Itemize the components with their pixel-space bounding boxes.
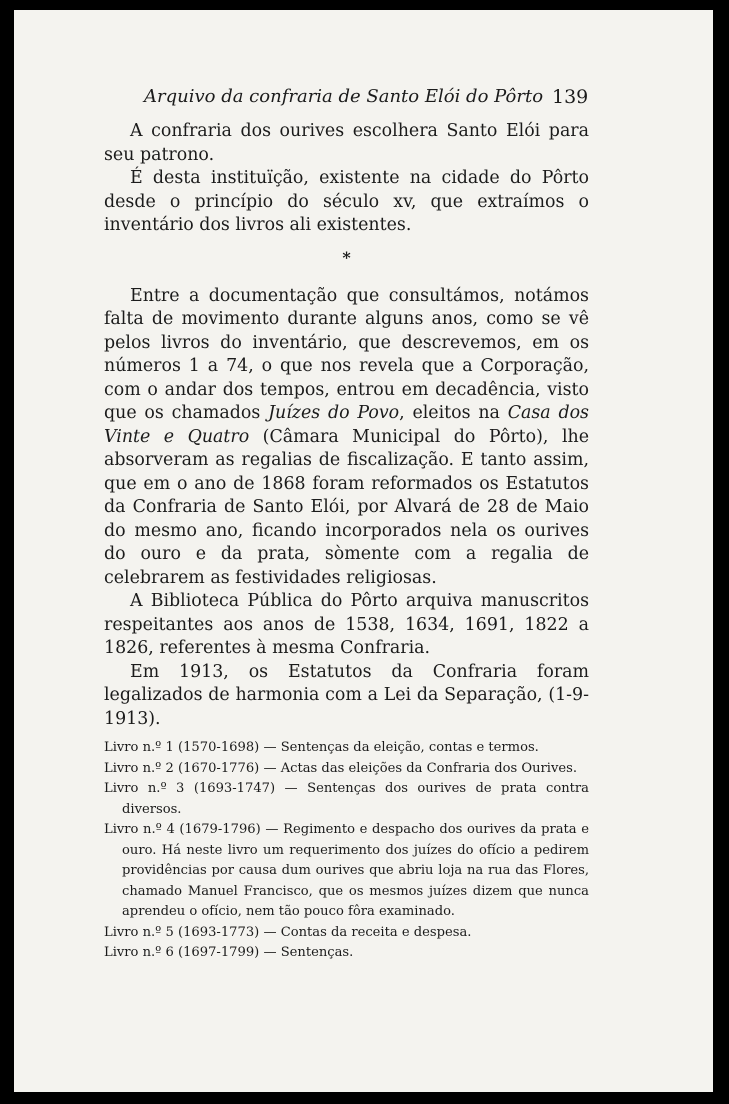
term-juizes-do-povo: Juízes do Povo xyxy=(268,403,400,423)
page-number: 139 xyxy=(552,86,589,108)
paragraph-biblioteca: A Biblioteca Pública do Pôrto arquiva manuscritos respeitantes aos anos de 1538, 1634, 1691, 1822 a 1826, referentes à mesma Confraria. xyxy=(104,591,589,658)
book-page xyxy=(14,10,713,1092)
list-item: Livro n.º 1 (1570-1698) — Sentenças da eleição, contas e termos. xyxy=(104,740,539,755)
paragraph-documentation xyxy=(104,285,589,591)
list-item: Livro n.º 4 (1679-1796) — Regimento e despacho dos ourives da prata e ouro. Há neste livro um requerimento dos juízes do ofício a pedirem providências por causa dum ourives que abriu loja na rua das Flores, chamado Manuel Francisco, que os mesmos juízes dizem que nunca aprendeu o ofício, nem tão pouco fôra examinado. xyxy=(104,822,589,919)
running-title: Arquivo da confraria de Santo Elói do Pôrto xyxy=(144,86,544,107)
list-item: Livro n.º 5 (1693-1773) — Contas da receita e despesa. xyxy=(104,924,472,940)
paragraph-documentation-part-b: , eleitos na xyxy=(399,403,508,423)
paragraph-institution: É desta instituïção, existente na cidade do Pôrto desde o princípio do século xv, que extraímos o inventário dos livros ali existentes. xyxy=(104,168,589,235)
paragraph-documentation-part-c: (Câmara Municipal do Pôrto), lhe absorveram as regalias de fiscalização. E tanto assim, que em o ano de 1868 foram reformados os Estatutos da Confraria de Santo Elói, por Alvará de 28 de Maio do mesmo ano, ficando incorporados nela os ourives do ouro e da prata, sòmente com a regalia de celebrarem as festividades religiosas. xyxy=(104,426,589,588)
list-item: Livro n.º 3 (1693-1747) — Sentenças dos ourives de prata contra diversos. xyxy=(104,781,589,817)
paragraph-patron: A confraria dos ourives escolhera Santo Elói para seu patrono. xyxy=(104,121,589,165)
list-item: Livro n.º 6 (1697-1799) — Sentenças. xyxy=(104,945,354,960)
main-text xyxy=(104,120,589,731)
page-header xyxy=(14,86,713,116)
section-separator: * xyxy=(342,247,351,267)
book-list xyxy=(104,738,589,964)
paragraph-documentation-part-a: Entre a documentação que consultámos, notámos falta de movimento durante alguns anos, como se vê pelos livros do inventário, que descrevemos, em os números 1 a 74, o que nos revela que a Corporação, com o andar dos tempos, entrou em decadência, visto que os chamados xyxy=(104,285,589,423)
list-item: Livro n.º 2 (1670-1776) — Actas das eleições da Confraria dos Ourives. xyxy=(104,760,578,776)
term-casa-dos-vinte-e-quatro: Casa dos Vinte e Quatro xyxy=(104,403,589,447)
paragraph-estatutos: Em 1913, os Estatutos da Confraria foram legalizados de harmonia com a Lei da Separação, (1-9-1913). xyxy=(104,661,589,729)
